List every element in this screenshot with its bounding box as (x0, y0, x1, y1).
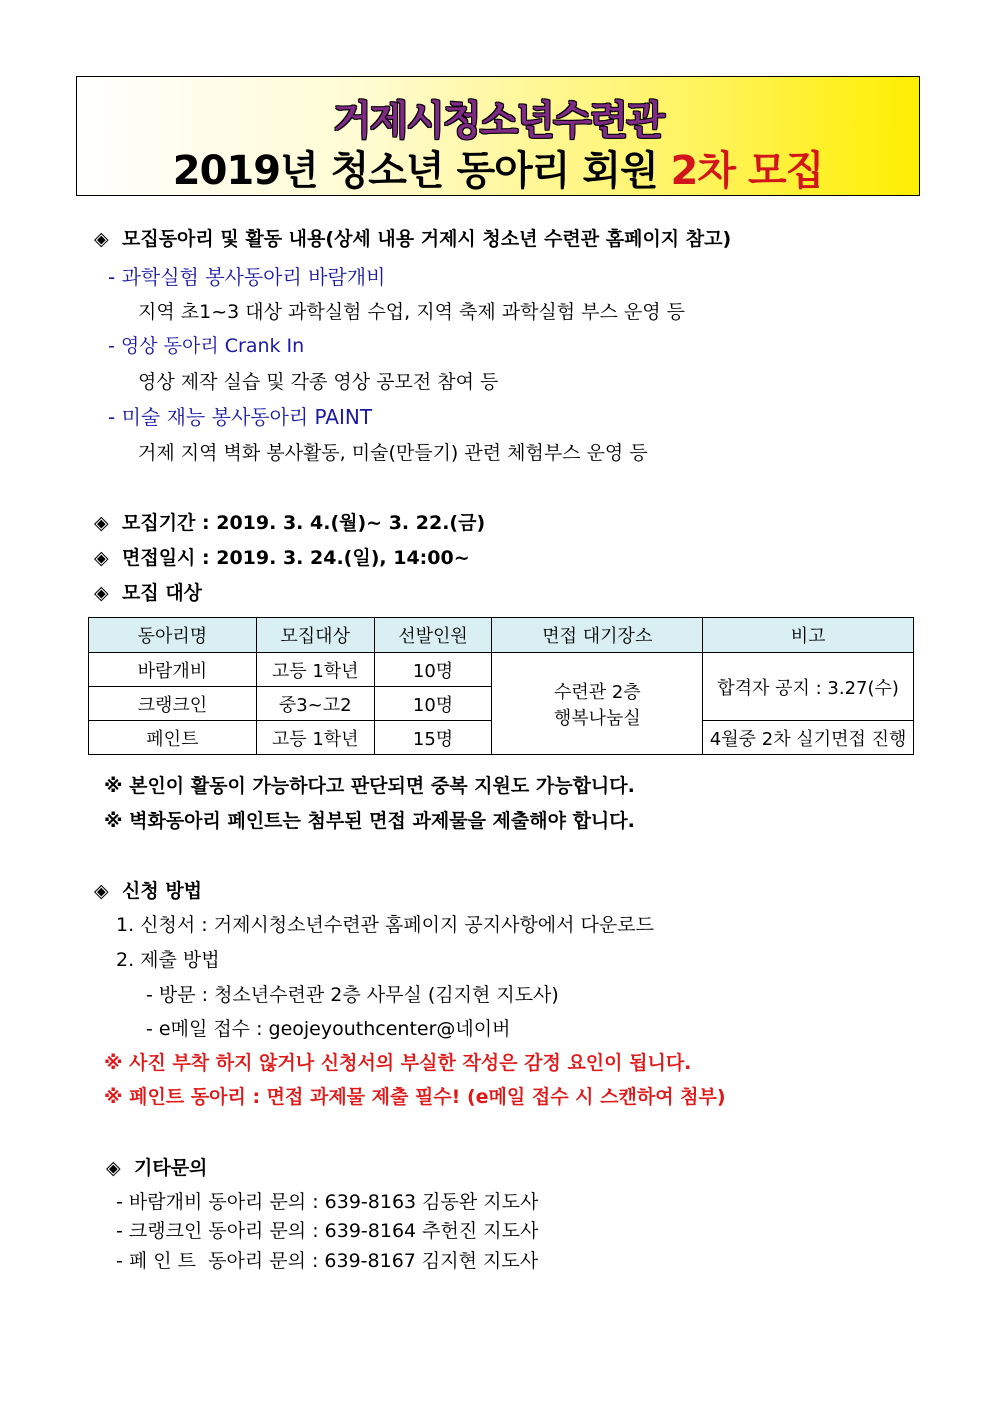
activities-heading-row (94, 224, 731, 251)
header-location: 면접 대기장소 (492, 618, 703, 653)
club-name-baramgaebi: - 과학실험 봉사동아리 바람개비 (108, 265, 386, 289)
club-desc-crankin: 영상 제작 실습 및 각종 영상 공모전 참여 등 (138, 371, 499, 393)
interview-date: 면접일시 : 2019. 3. 24.(일), 14:00~ (122, 547, 470, 569)
apply-warning-photo: ※ 사진 부착 하지 않거나 신청서의 부실한 작성은 감정 요인이 됩니다. (104, 1052, 692, 1074)
location-line1: 수련관 2층 (553, 681, 641, 703)
target-row (94, 578, 202, 605)
club-desc-baramgaebi: 지역 초1~3 대상 과학실험 수업, 지역 축제 과학실험 부스 운영 등 (138, 301, 686, 323)
title-main-prefix: 2019년 청소년 동아리 회원 (172, 148, 671, 194)
cell-location (492, 653, 703, 755)
contact-baramgaebi: - 바람개비 동아리 문의 : 639-8163 김동완 지도사 (116, 1191, 539, 1213)
apply-visit: - 방문 : 청소년수련관 2층 사무실 (김지현 지도사) (146, 984, 559, 1006)
cell-target: 고등 1학년 (256, 721, 374, 755)
apply-step2: 2. 제출 방법 (116, 949, 220, 971)
target-heading: 모집 대상 (122, 582, 203, 604)
header-club: 동아리명 (89, 618, 257, 653)
contact-crankin: - 크랭크인 동아리 문의 : 639-8164 추헌진 지도사 (116, 1220, 539, 1242)
activities-heading: 모집동아리 및 활동 내용(상세 내용 거제시 청소년 수련관 홈페이지 참고) (122, 228, 732, 250)
period-row (94, 508, 485, 535)
cell-count: 15명 (374, 721, 492, 755)
apply-warning-paint: ※ 페인트 동아리 : 면접 과제물 제출 필수! (e메일 접수 시 스캔하여 첨부) (104, 1086, 726, 1108)
cell-count: 10명 (374, 653, 492, 687)
club-name-crankin: - 영상 동아리 Crank In (108, 335, 305, 357)
diamond-bullet-icon: ◈ (94, 880, 109, 902)
diamond-bullet-icon: ◈ (94, 228, 109, 250)
contact-heading: 기타문의 (134, 1157, 208, 1179)
title-org-name: 거제시청소년수련관 (333, 98, 663, 144)
table-header-row (89, 618, 914, 653)
cell-target: 중3~고2 (256, 687, 374, 721)
title-banner (76, 76, 920, 196)
note-duplicate: ※ 본인이 활동이 가능하다고 판단되면 중복 지원도 가능합니다. (104, 775, 635, 797)
apply-email: - e메일 접수 : geojeyouthcenter@네이버 (146, 1018, 511, 1040)
note-paint-assignment: ※ 벽화동아리 페인트는 첨부된 면접 과제물을 제출해야 합니다. (104, 810, 635, 832)
club-desc-paint: 거제 지역 벽화 봉사활동, 미술(만들기) 관련 체험부스 운영 등 (138, 442, 648, 464)
diamond-bullet-icon: ◈ (94, 582, 109, 604)
header-note: 비고 (703, 618, 914, 653)
contact-paint: - 페 인 트 동아리 문의 : 639-8167 김지현 지도사 (116, 1250, 539, 1272)
diamond-bullet-icon: ◈ (94, 512, 109, 534)
table-row (89, 653, 914, 687)
title-main (77, 139, 919, 196)
club-name-paint: - 미술 재능 봉사동아리 PAINT (108, 405, 373, 429)
header-count: 선발인원 (374, 618, 492, 653)
title-main-accent: 2차 모집 (670, 148, 824, 194)
recruit-period: 모집기간 : 2019. 3. 4.(월)~ 3. 22.(금) (122, 512, 486, 534)
location-line2: 행복나눔실 (553, 707, 641, 729)
interview-row (94, 543, 470, 570)
diamond-bullet-icon: ◈ (94, 547, 109, 569)
header-target: 모집대상 (256, 618, 374, 653)
apply-heading-row (94, 876, 202, 903)
diamond-bullet-icon: ◈ (106, 1157, 121, 1179)
apply-heading: 신청 방법 (122, 880, 203, 902)
cell-target: 고등 1학년 (256, 653, 374, 687)
cell-club: 크랭크인 (89, 687, 257, 721)
cell-club: 페인트 (89, 721, 257, 755)
cell-club: 바람개비 (89, 653, 257, 687)
cell-note-announce: 합격자 공지 : 3.27(수) (703, 653, 914, 721)
apply-step1: 1. 신청서 : 거제시청소년수련관 홈페이지 공지사항에서 다운로드 (116, 914, 654, 936)
contact-heading-row (106, 1153, 207, 1180)
recruit-table (88, 617, 914, 755)
cell-count: 10명 (374, 687, 492, 721)
cell-note-practical: 4월중 2차 실기면접 진행 (703, 721, 914, 755)
